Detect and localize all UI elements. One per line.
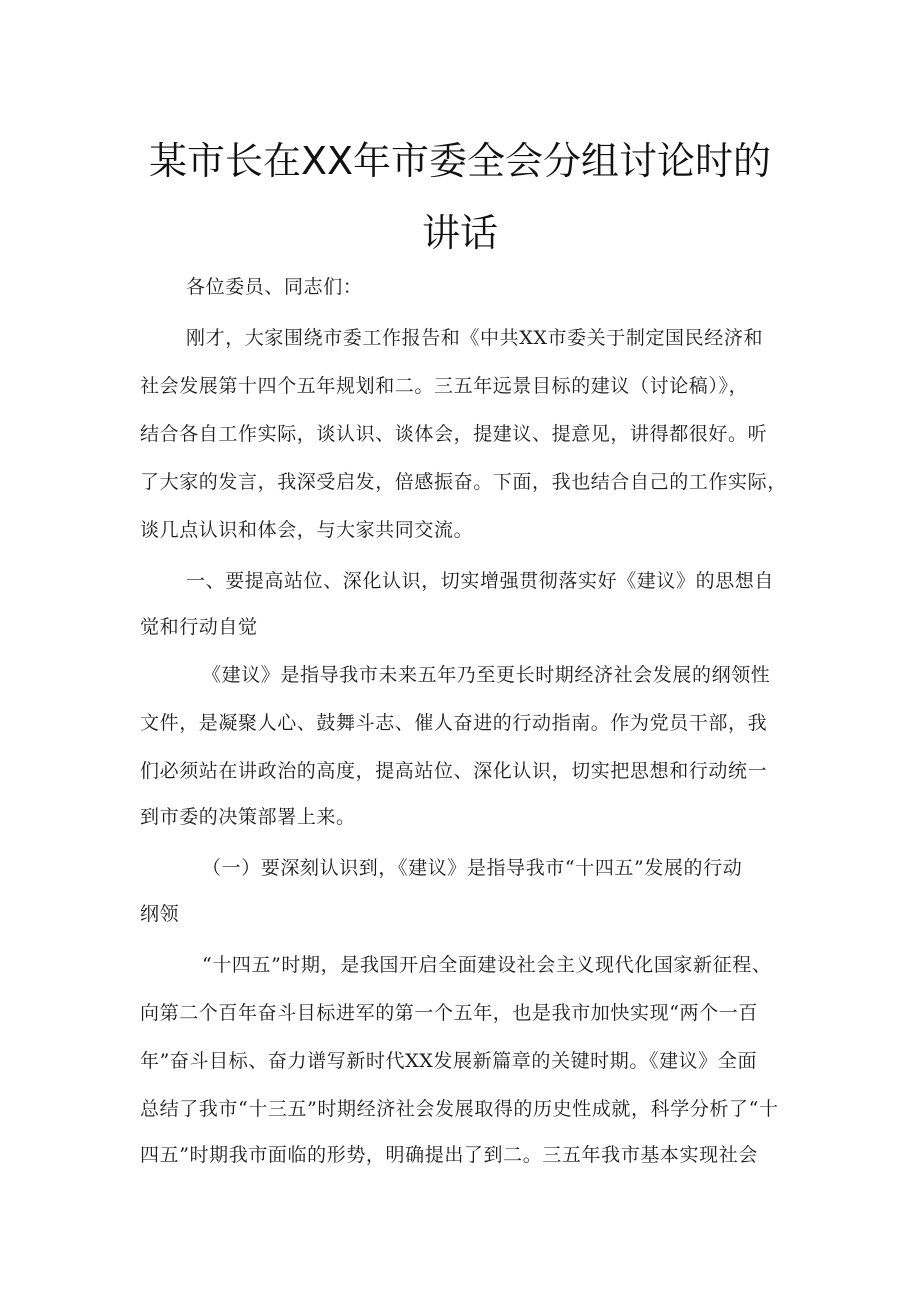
document-title-line-2: 讲话 [421,211,498,255]
subsection-heading-line: 纲领 [140,903,180,925]
paragraph-line: 四五”时期我市面临的形势，明确提出了到二。三五年我市基本实现社会 [140,1144,758,1166]
document-title-line-1: 某市长在XX年市委全会分组讨论时的 [148,139,772,183]
paragraph-line: “十四五”时期，是我国开启全面建设社会主义现代化国家新征程、 [202,954,772,976]
section-heading-line: 一、要提高站位、深化认识，切实增强贯彻落实好《建议》的思想自 [186,570,775,592]
paragraph-line: 总结了我市“十三五”时期经济社会发展取得的历史性成就，科学分析了“十 [140,1098,779,1120]
paragraph-line: 们必须站在讲政治的高度，提高站位、深化认识，切实把思想和行动统一 [140,760,768,782]
paragraph-line: 了大家的发言，我深受启发，倍感振奋。下面，我也结合自己的工作实际， [140,471,787,493]
section-heading-line: 觉和行动自觉 [140,616,258,638]
paragraph-line: 文件，是凝聚人心、鼓舞斗志、催人奋进的行动指南。作为党员干部，我 [140,712,768,734]
salutation: 各位委员、同志们： [186,276,363,298]
paragraph-line: 向第二个百年奋斗目标进军的第一个五年，也是我市加快实现“两个一百 [140,1002,758,1024]
paragraph-line: 谈几点认识和体会，与大家共同交流。 [140,519,474,541]
paragraph-line: 年”奋斗目标、奋力谱写新时代XX发展新篇章的关键时期。《建议》全面 [140,1050,758,1072]
subsection-heading-line: （一）要深刻认识到，《建议》是指导我市“十四五”发展的行动 [202,857,743,879]
paragraph-line: 《建议》是指导我市未来五年乃至更长时期经济社会发展的纲领性 [202,664,771,686]
paragraph-line: 到市委的决策部署上来。 [140,806,356,828]
paragraph-line: 结合各自工作实际，谈认识、谈体会，提建议、提意见，讲得都很好。听 [140,423,768,445]
paragraph-line: 刚才，大家围绕市委工作报告和《中共XX市委关于制定国民经济和 [186,327,764,349]
paragraph-line: 社会发展第十四个五年规划和二。三五年远景目标的建议（讨论稿）》， [140,375,749,397]
